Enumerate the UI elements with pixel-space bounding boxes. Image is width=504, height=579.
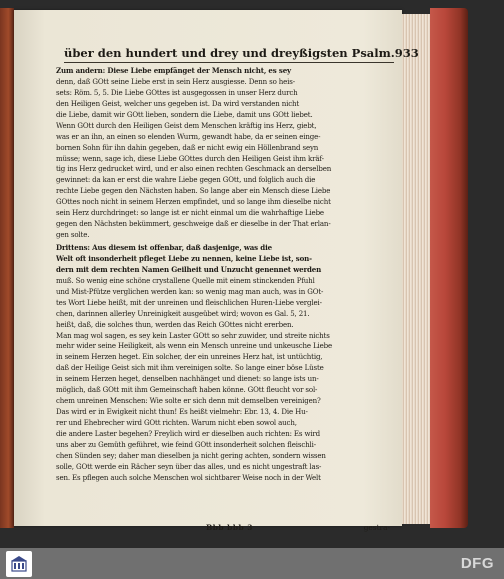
text-line: tig ins Herz gedrucket wird, und er also einen rechten Geschmack an derselben	[56, 164, 332, 174]
text-line: tes Wort Liebe heißt, mit der unreinen und fleischlichen Huren-Liebe verglei-	[56, 297, 322, 307]
text-line: bornen Sohn für ihn dahin gegeben, daß er nicht ewig ein Höllenbrand seyn	[56, 142, 319, 152]
text-line: GOttes noch nicht in seinem Herzen empfindet, und so lange ihm dieselbe nicht	[56, 197, 331, 207]
text-line: sein Herz durchdringet: so lange ist er nicht einmal um die wahrhaftige Liebe	[56, 208, 324, 218]
dfg-logo: DFG	[460, 555, 494, 572]
text-line: die Liebe, damit wir GOtt lieben, sondern die Liebe, damit uns GOtt liebet.	[56, 109, 313, 119]
text-line: den Heiligen Geist, welcher uns gegeben ist. Da wird verstanden nicht	[56, 98, 300, 108]
signature-mark: Bbb bbb 3	[206, 523, 253, 532]
text-line: sets: Röm. 5, 5. Die Liebe GOttes ist ausgegossen in unser Herz durch	[56, 87, 298, 97]
text-line: dern mit dem rechten Namen Geilheit und Unzucht genennet werden	[56, 264, 322, 274]
page-footer	[56, 523, 396, 534]
page-edges	[402, 14, 430, 524]
text-line: Wenn GOtt durch den Heiligen Geist dem Menschen kräftig ins Herz, giebt,	[56, 120, 317, 130]
text-line: die andere Laster begehen? Freylich wird er dieselben auch richten: Es wird	[56, 428, 321, 438]
text-line: gegen den Nächsten bekümmert, geschweige daß er dieselbe in der That erlan-	[56, 219, 331, 229]
library-logo-icon	[6, 551, 32, 577]
text-line: daß der Heilige Geist sich mit ihm vereinigen solte. So lange einer böse Lüste	[56, 363, 324, 373]
text-line: denn, daß GOtt seine Liebe erst in sein Herz ausgiesse. Denn so heis-	[56, 76, 295, 86]
text-line: muß. So wenig eine schöne crystallene Quelle mit einem stinckenden Pfuhl	[56, 275, 315, 285]
page-number: 933	[394, 46, 419, 60]
text-line: heißt, daß, die solches thun, werden das Reich GOttes nicht ererben.	[56, 319, 294, 329]
text-line: gewinnet: da kan er erst die wahre Liebe gegen GOtt, und folglich auch die	[56, 175, 316, 185]
catchword: gestra-	[363, 523, 390, 532]
text-line: rechte Liebe gegen den Nächsten haben. So lange aber ein Mensch diese Liebe	[56, 186, 331, 196]
viewer-footer-bar	[0, 548, 504, 579]
text-line: möglich, daß GOtt mit ihm Gemeinschaft haben könne. GOtt fleucht vor sol-	[56, 385, 318, 395]
text-line: Drittens: Aus diesem ist offenbar, daß dasjenige, was die	[56, 243, 272, 252]
body-text	[56, 66, 396, 484]
text-line: rer und Ehebrecher wird GOtt richten. Warum nicht eben sowol auch,	[56, 418, 297, 427]
text-line: müsse; wenn, sage ich, diese Liebe GOttes durch den Heiligen Geist ihm kräf-	[56, 153, 324, 163]
text-line: Zum andern: Diese Liebe empfänget der Mensch nicht, es sey	[56, 66, 291, 75]
text-line: mehr wider seine Heiligkeit, als wenn ein Mensch unreine und unkeusche Liebe	[56, 341, 333, 351]
running-head-title: über den hundert und drey und dreyßigsten Psalm.	[64, 46, 395, 60]
text-line: uns aber zu Gemüth geführet, wie feind GOtt insonderheit solchen fleischli-	[56, 439, 316, 449]
text-line: chen, darinnen allerley Unreinigkeit ausgeübet wird; wovon es Gal. 5, 21.	[56, 308, 310, 318]
text-line: in seinem Herzen heget, denselben nachhänget und dienet: so lange ists un-	[56, 374, 319, 384]
text-line: und Mist-Pfütze verglichen werden kan: so wenig mag man auch, was in GOt-	[56, 286, 324, 296]
text-line: sen. Es pflegen auch solche Menschen wol sichtbarer Weise noch in der Welt	[56, 472, 321, 482]
text-line: was er an ihn, an einen so elenden Wurm, gewandt habe, da er seinen einge-	[56, 131, 321, 141]
book-cover-right	[430, 8, 468, 528]
text-line: in seinem Herzen heget. Ein solcher, der ein unreines Herz hat, ist untüchtig,	[56, 352, 323, 362]
text-line: Man mag wol sagen, es sey kein Laster GOtt so sehr zuwider, und streite nichts	[56, 330, 330, 340]
text-line: chen Sünden sey; daher man dieselben ja nicht gering achten, sondern wissen	[56, 450, 326, 460]
running-head	[64, 46, 419, 63]
text-line: gen solte.	[56, 230, 90, 240]
text-line: solle, GOtt werde ein Rächer seyn über das alles, und es nicht ungestraft las-	[56, 461, 322, 471]
text-line: chem unreinen Menschen: Wie solte er sich denn mit demselben vereinigen?	[56, 396, 321, 406]
text-line: Welt oft insonderheit pfleget Liebe zu nennen, keine Liebe ist, son-	[56, 253, 312, 263]
book-cover-left	[0, 8, 14, 528]
text-line: Das wird er in Ewigkeit nicht thun! Es heißt vielmehr: Ebr. 13, 4. Die Hu-	[56, 407, 308, 417]
